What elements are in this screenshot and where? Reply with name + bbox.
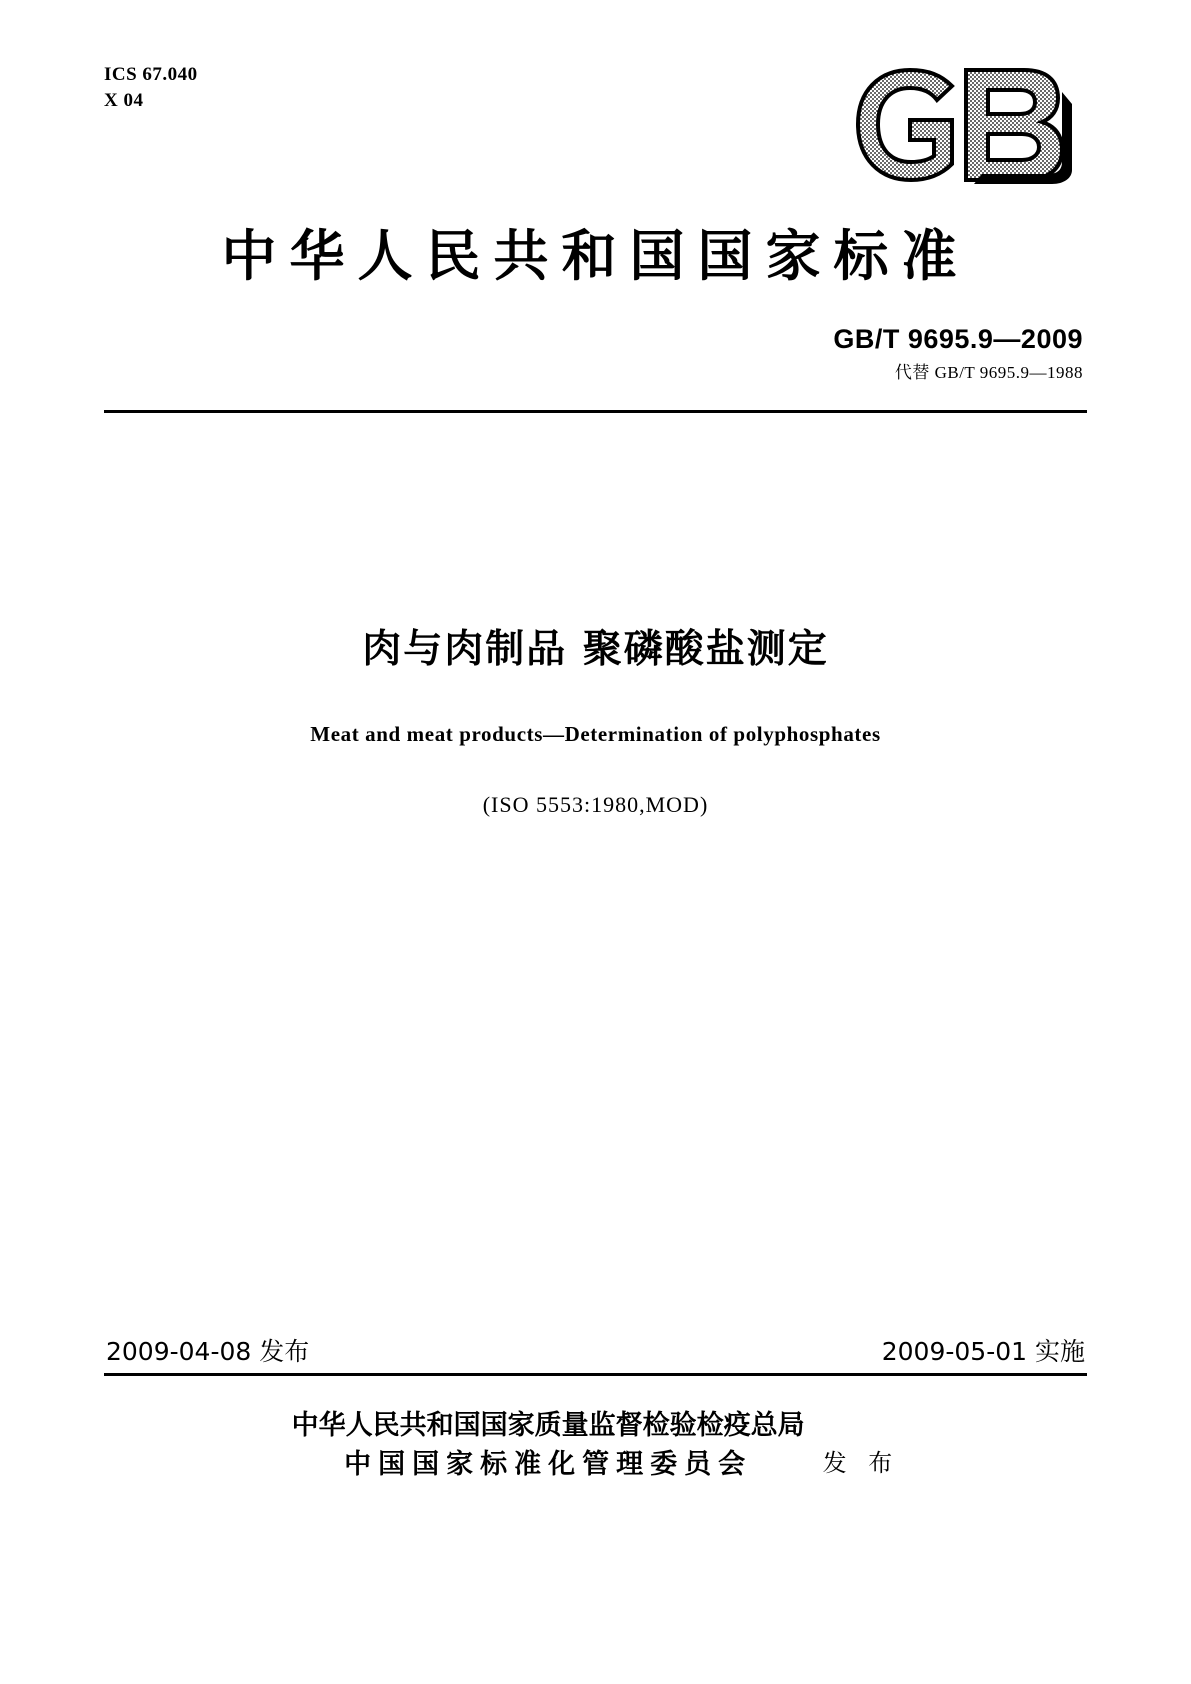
- document-title-chinese: 肉与肉制品 聚磷酸盐测定: [362, 627, 829, 672]
- footer-divider: [104, 1373, 1087, 1376]
- publisher-names: [292, 1406, 805, 1484]
- classification-number: X 04: [104, 89, 144, 111]
- effective-date: 2009-05-01 实施: [881, 1337, 1085, 1366]
- ics-classification-block: [104, 62, 198, 113]
- standard-replaces: 代替 GB/T 9695.9—1988: [894, 363, 1083, 382]
- publish-label: 发 布: [822, 1449, 900, 1478]
- publisher-name-2: 中国国家标准化管理委员会: [344, 1449, 753, 1481]
- ics-number: ICS 67.040: [104, 64, 198, 85]
- publisher-block: [0, 1406, 1191, 1484]
- page-title: 中华人民共和国国家标准: [221, 224, 970, 288]
- issue-date: 2009-04-08 发布: [106, 1337, 310, 1366]
- standard-code: GB/T 9695.9—2009: [833, 324, 1083, 354]
- publisher-name-1: 中华人民共和国国家质量监督检验检疫总局: [291, 1410, 805, 1441]
- gb-logo-icon: [848, 62, 1083, 187]
- header-divider: [104, 410, 1087, 413]
- document-title-english: Meat and meat products—Determination of polyphosphates: [310, 722, 881, 746]
- iso-relation-note: (ISO 5553:1980,MOD): [482, 792, 709, 817]
